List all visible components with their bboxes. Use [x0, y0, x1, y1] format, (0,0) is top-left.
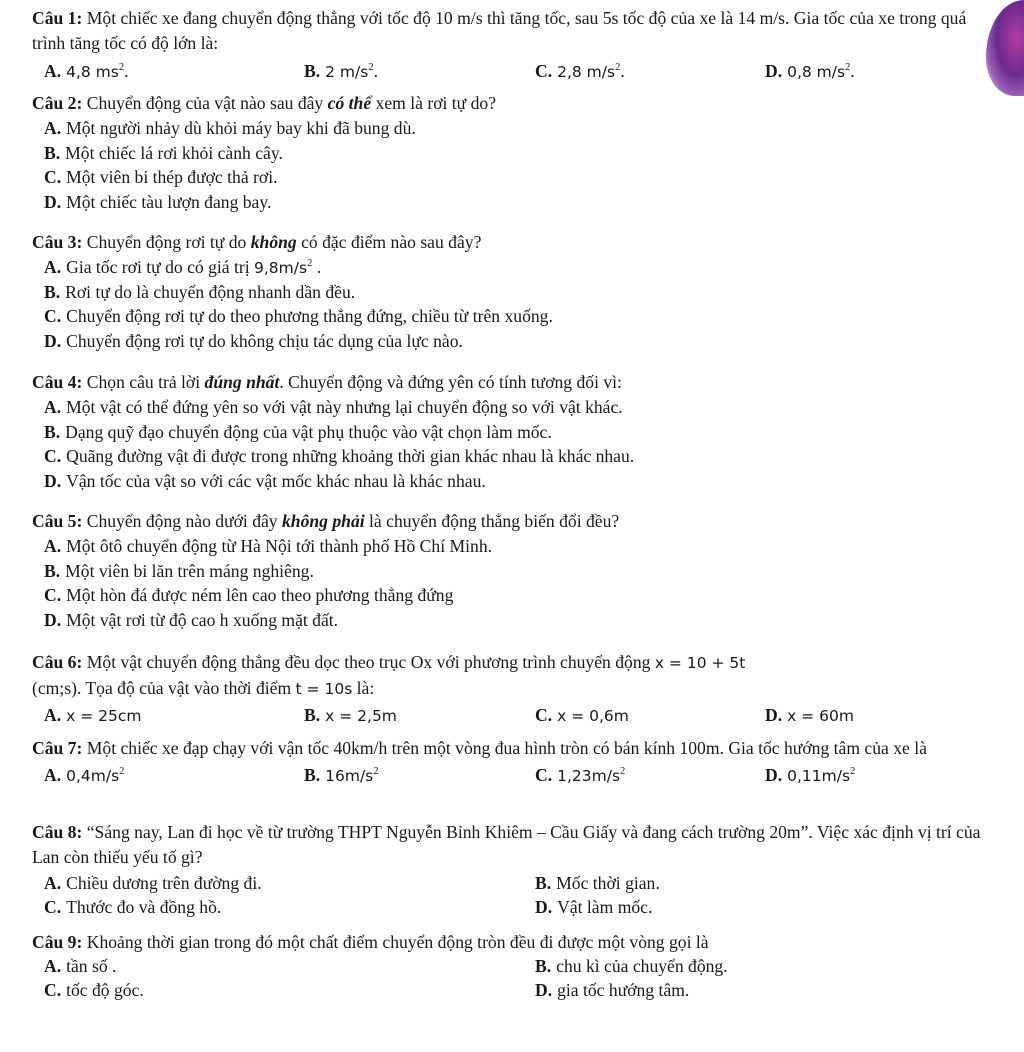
option-a[interactable]: A. Một người nhảy dù khỏi máy bay khi đã bung dù. — [44, 118, 416, 139]
option-d[interactable]: D. x = 60m — [765, 705, 854, 725]
options-row — [32, 980, 992, 1004]
option-d[interactable]: D. Chuyển động rơi tự do không chịu tác dụng của lực nào. — [44, 330, 463, 351]
option-d[interactable]: D. $0,11m/s^2$ — [765, 765, 856, 785]
option-a[interactable]: A. Chiều dương trên đường đi. — [44, 873, 262, 893]
question-1 — [32, 6, 992, 85]
options-row — [32, 873, 992, 897]
question-stem: Câu 3: Chuyển động rơi tự do không có đặc điểm nào sau đây? — [32, 232, 482, 252]
question-9 — [32, 932, 992, 1004]
option-c[interactable]: C. tốc độ góc. — [44, 980, 144, 1001]
option-c[interactable]: C. x = 0,6m — [535, 705, 629, 725]
question-7 — [32, 736, 992, 789]
option-b[interactable]: B. Một chiếc lá rơi khỏi cành cây. — [44, 142, 283, 163]
option-b[interactable]: B. chu kì của chuyển động. — [535, 956, 728, 977]
option-b[interactable]: B. 2 $m/s^2$. — [304, 61, 378, 81]
question-stem: Câu 5: Chuyển động nào dưới đây không phải là chuyển động thẳng biến đổi đều? — [32, 511, 620, 531]
option-b[interactable]: B. Một viên bi lăn trên máng nghiêng. — [44, 560, 314, 581]
option-d[interactable]: D. gia tốc hướng tâm. — [535, 980, 690, 1001]
question-6 — [32, 650, 992, 729]
question-stem: Câu 6: Một vật chuyển động thẳng đều dọc theo trục Ox với phương trình chuyển động x = 10 + 5t (cm;s). Tọa độ của vật vào thời điểm t = 10s là: — [32, 652, 746, 698]
options-row — [32, 61, 992, 85]
options-row — [32, 765, 992, 789]
question-stem: Câu 2: Chuyển động của vật nào sau đây có thể xem là rơi tự do? — [32, 93, 497, 113]
option-c[interactable]: C. Một hòn đá được ném lên cao theo phương thẳng đứng — [44, 585, 454, 606]
option-c[interactable]: C. $1,23m/s^2$ — [535, 765, 626, 785]
option-b[interactable]: B. Rơi tự do là chuyển động nhanh dần đều. — [44, 281, 356, 302]
option-c[interactable]: C. Quãng đường vật đi được trong những khoảng thời gian khác nhau là khác nhau. — [44, 446, 635, 467]
question-3 — [32, 232, 992, 355]
question-5 — [32, 511, 992, 634]
option-c[interactable]: C. 2,8 $m/s^2$. — [535, 61, 625, 81]
option-a[interactable]: A. Gia tốc rơi tự do có giá trị $9,8m/s^2$ . — [44, 257, 322, 278]
option-a[interactable]: A. $0,4m/s^2$ — [44, 765, 125, 785]
option-d[interactable]: D. Một chiếc tàu lượn đang bay. — [44, 191, 272, 212]
question-stem: Câu 9: Khoảng thời gian trong đó một chất điểm chuyển động tròn đều đi được một vòng gọi là — [32, 932, 709, 952]
option-b[interactable]: B. Mốc thời gian. — [535, 873, 660, 893]
option-a[interactable]: A. Một ôtô chuyển động từ Hà Nội tới thành phố Hồ Chí Minh. — [44, 536, 493, 557]
option-d[interactable]: D. Vận tốc của vật so với các vật mốc khác nhau là khác nhau. — [44, 470, 486, 491]
option-a[interactable]: A. Một vật có thể đứng yên so với vật này nhưng lại chuyển động so với vật khác. — [44, 397, 623, 418]
options-row — [32, 897, 992, 921]
question-2 — [32, 93, 992, 216]
option-b[interactable]: B. x = 2,5m — [304, 705, 397, 725]
option-b[interactable]: B. Dạng quỹ đạo chuyển động của vật phụ thuộc vào vật chọn làm mốc. — [44, 421, 552, 442]
question-8 — [32, 820, 992, 921]
question-4 — [32, 372, 992, 495]
option-c[interactable]: C. Một viên bi thép được thả rơi. — [44, 167, 278, 188]
question-stem: Câu 7: Một chiếc xe đạp chạy với vận tốc 40km/h trên một vòng đua hình tròn có bán kính 100m. Gia tốc hướng tâm của xe là — [32, 738, 927, 758]
question-stem: Câu 8: “Sáng nay, Lan đi học về từ trường THPT Nguyễn Bỉnh Khiêm – Cầu Giấy và đang cách trường 20m”. Việc xác định vị trí của Lan còn thiếu yếu tố gì? — [32, 822, 981, 867]
option-c[interactable]: C. Chuyển động rơi tự do theo phương thẳng đứng, chiều từ trên xuống. — [44, 306, 553, 327]
options-row — [32, 956, 992, 980]
question-stem: Câu 4: Chọn câu trả lời đúng nhất. Chuyển động và đứng yên có tính tương đối vì: — [32, 372, 622, 392]
option-a[interactable]: A. 4,8 $ms^2$. — [44, 61, 129, 81]
option-b[interactable]: B. $16m/s^2$ — [304, 765, 379, 785]
option-d[interactable]: D. Vật làm mốc. — [535, 897, 653, 917]
option-d[interactable]: D. 0,8 $m/s^2$. — [765, 61, 855, 81]
options-row — [32, 705, 992, 729]
option-a[interactable]: A. tần số . — [44, 956, 117, 977]
question-stem: Câu 1: Một chiếc xe đang chuyển động thẳng với tốc độ 10 m/s thì tăng tốc, sau 5s tốc độ của xe là 14 m/s. Gia tốc của xe trong quá trình tăng tốc có độ lớn là: — [32, 8, 967, 53]
option-c[interactable]: C. Thước đo và đồng hồ. — [44, 897, 222, 917]
option-a[interactable]: A. x = 25cm — [44, 705, 142, 725]
option-d[interactable]: D. Một vật rơi từ độ cao h xuống mặt đất. — [44, 609, 339, 630]
